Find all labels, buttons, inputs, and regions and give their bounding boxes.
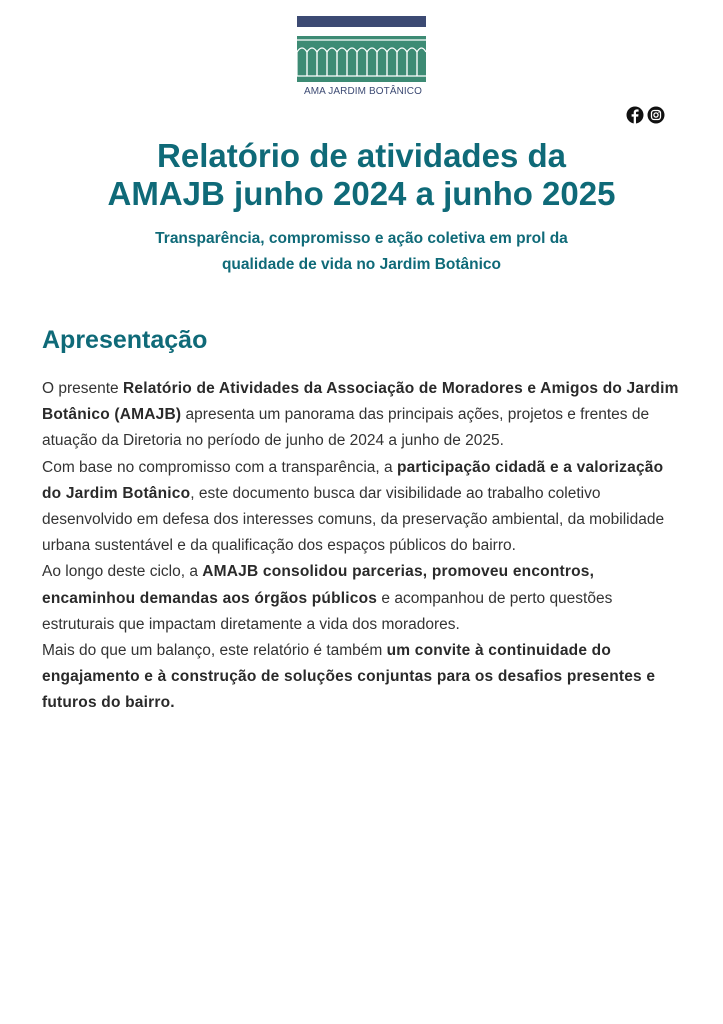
facebook-icon[interactable] <box>626 106 644 124</box>
paragraph-4 <box>42 638 687 717</box>
paragraph-1-text-end: apresenta um panorama das principais ações, projetos e frentes de atuação da Diretoria no período de junho de 2024 a junho de 2025. <box>42 406 650 450</box>
paragraph-2 <box>42 455 687 560</box>
body-text <box>42 376 687 717</box>
paragraph-3-text: Ao longo deste ciclo, a <box>42 563 203 581</box>
paragraph-1-bold: Relatório de Atividades da Associação de Moradores e Amigos do Jardim Botânico (AMAJB) <box>42 380 679 424</box>
page-subtitle <box>0 226 723 278</box>
paragraph-2-text-end: , este documento busca dar visibilidade ao trabalho coletivo desenvolvido em defesa dos interesses comuns, da preservação ambiental, da mobilidade urbana sustentável e da qualificação dos espaços públicos do bairro. <box>42 484 665 555</box>
paragraph-3 <box>42 559 687 638</box>
page-subtitle-line-2: qualidade de vida no Jardim Botânico <box>221 256 502 273</box>
paragraph-1 <box>42 376 687 455</box>
paragraph-2-text: Com base no compromisso com a transparência, a <box>42 458 397 476</box>
page-title-line-1: Relatório de atividades da <box>157 137 566 174</box>
paragraph-2-bold: participação cidadã e a valorização do Jardim Botânico <box>42 458 664 502</box>
logo-arches-icon <box>297 36 426 82</box>
logo-text: AMA JARDIM BOTÂNICO <box>303 86 423 97</box>
paragraph-3-bold: AMAJB consolidou parcerias, promoveu encontros, encaminhou demandas aos órgãos públicos <box>42 563 595 607</box>
logo-bar <box>297 16 426 27</box>
logo <box>297 16 427 97</box>
instagram-icon[interactable] <box>647 106 665 124</box>
page-title <box>0 137 723 213</box>
social-links <box>626 106 665 124</box>
paragraph-1-text: O presente <box>42 380 123 397</box>
paragraph-3-text-end: e acompanhou de perto questões estruturais que impactam diretamente a vida dos moradores. <box>42 589 613 633</box>
paragraph-4-bold: um convite à continuidade do engajamento e à construção de soluções conjuntas para os desafios presentes e futuros do bairro. <box>42 642 656 712</box>
section-heading: Apresentação <box>42 326 208 354</box>
page-subtitle-line-1: Transparência, compromisso e ação coletiva em prol da <box>155 230 568 247</box>
page-title-line-2: AMAJB junho 2024 a junho 2025 <box>107 175 616 212</box>
paragraph-4-text: Mais do que um balanço, este relatório é também <box>42 642 387 660</box>
